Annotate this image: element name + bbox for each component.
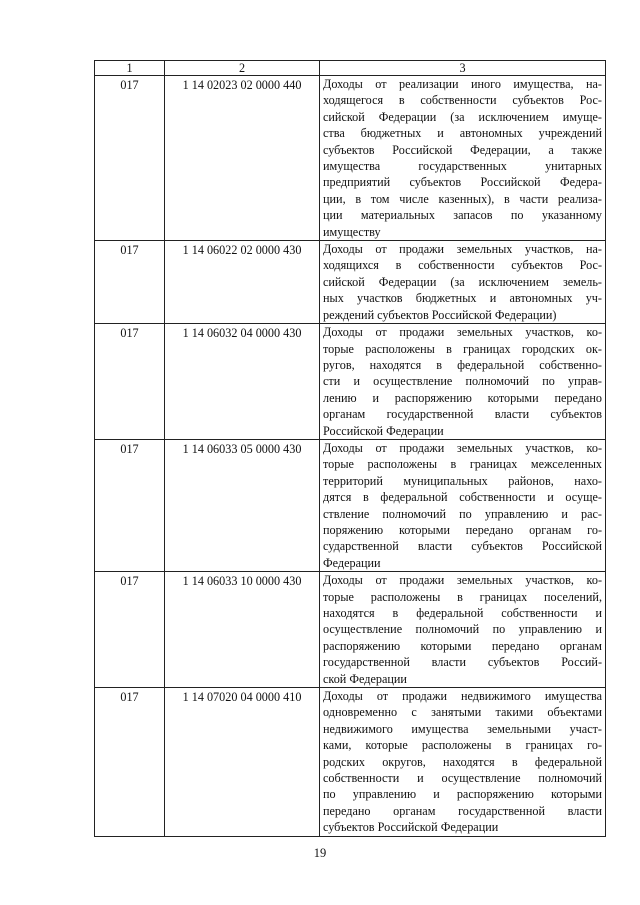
description-line: предприятий субъектов Российской Федера- — [323, 175, 602, 190]
description-line: Доходы от реализации иного имущества, на- — [323, 77, 602, 91]
description-line: торые расположены в границах поселений, — [323, 589, 602, 604]
description-line: недвижимого имущества земельными участ- — [323, 721, 602, 736]
description-cell — [320, 439, 606, 571]
description-line: ходящегося в собственности субъектов Рос- — [323, 93, 602, 108]
budget-code-cell: 1 14 06032 04 0000 430 — [165, 324, 320, 440]
description-line: ходящихся в собственности субъектов Рос- — [323, 258, 602, 273]
description-line: торые расположены в границах городских ок- — [323, 341, 602, 356]
header-col-1: 1 — [95, 61, 165, 76]
table-row — [95, 324, 606, 440]
description-line: Доходы от продажи земельных участков, ко- — [323, 440, 602, 455]
description-line: родских округов, находятся в федеральной — [323, 754, 602, 769]
description-line: одновременно с занятыми такими объектами — [323, 705, 602, 720]
description-line: ции материальных запасов по указанному — [323, 208, 602, 223]
admin-code-cell: 017 — [95, 241, 165, 324]
description-line: территорий муниципальных районов, нахо- — [323, 473, 602, 488]
table-row — [95, 76, 606, 241]
admin-code-cell: 017 — [95, 76, 165, 241]
budget-code-cell: 1 14 06022 02 0000 430 — [165, 241, 320, 324]
header-row — [95, 61, 606, 76]
description-line: ками, которые расположены в границах го- — [323, 738, 602, 753]
description-line: передано органам государственной власти — [323, 803, 602, 818]
description-line: ствление полномочий по управлению и рас- — [323, 506, 602, 521]
description-line: дятся в федеральной собственности и осуще- — [323, 490, 602, 505]
description-line: ных участков бюджетных и автономных уч- — [323, 291, 602, 306]
description-line: осуществление полномочий по управлению и — [323, 622, 602, 637]
description-line: ции, в том числе казенных), в части реализа- — [323, 191, 602, 206]
description-cell — [320, 324, 606, 440]
description-line: сийской Федерации (за исключением имуще- — [323, 109, 602, 124]
description-line: реждений субъектов Российской Федерации) — [323, 307, 557, 322]
description-cell — [320, 572, 606, 688]
table-row — [95, 688, 606, 837]
admin-code-cell: 017 — [95, 688, 165, 837]
description-line: сударственной власти субъектов Российской — [323, 539, 602, 554]
description-line: находятся в федеральной собственности и — [323, 606, 602, 620]
description-line: лению и распоряжению которыми передано — [323, 390, 602, 405]
table-row — [95, 572, 606, 688]
description-line: по управлению и распоряжению которыми — [323, 787, 602, 802]
description-line: Доходы от продажи недвижимого имущества — [323, 689, 602, 704]
header-col-2: 2 — [165, 61, 320, 76]
budget-code-cell: 1 14 02023 02 0000 440 — [165, 76, 320, 241]
description-line: субъектов Российской Федерации — [323, 820, 499, 835]
table-row — [95, 241, 606, 324]
budget-code-cell: 1 14 07020 04 0000 410 — [165, 688, 320, 837]
budget-code-cell: 1 14 06033 05 0000 430 — [165, 439, 320, 571]
description-line: Федерации — [323, 555, 381, 570]
description-line: распоряжению которыми передано органам — [323, 638, 602, 653]
description-line: собственности и осуществление полномочий — [323, 771, 602, 786]
page-number: 19 — [313, 846, 327, 860]
description-line: ства бюджетных и автономных учреждений — [323, 126, 602, 141]
description-line: Доходы от продажи земельных участков, ко- — [323, 573, 602, 588]
description-cell — [320, 688, 606, 837]
description-line: государственной власти субъектов Россий- — [323, 655, 602, 670]
admin-code-cell: 017 — [95, 439, 165, 571]
description-line: субъектов Российской Федерации, а также — [323, 142, 602, 157]
description-line: органам государственной власти субъектов — [323, 407, 602, 422]
description-line: Доходы от продажи земельных участков, на- — [323, 242, 602, 257]
description-cell — [320, 76, 606, 241]
header-col-3: 3 — [320, 61, 606, 76]
admin-code-cell: 017 — [95, 324, 165, 440]
description-line: поряжению которыми передано органам го- — [323, 522, 602, 537]
table-row — [95, 439, 606, 571]
admin-code-cell: 017 — [95, 572, 165, 688]
description-line: ругов, находятся в федеральной собственно- — [323, 357, 602, 372]
description-line: имуществу — [323, 224, 381, 239]
description-line: имущества государственных унитарных — [323, 159, 602, 174]
table-header — [95, 61, 606, 76]
description-line: Российской Федерации — [323, 423, 444, 438]
description-cell — [320, 241, 606, 324]
table-body — [95, 76, 606, 837]
description-line: Доходы от продажи земельных участков, ко- — [323, 325, 602, 340]
description-line: сийской Федерации (за исключением земель- — [323, 274, 602, 289]
budget-code-cell: 1 14 06033 10 0000 430 — [165, 572, 320, 688]
description-line: ской Федерации — [323, 671, 407, 686]
revenue-code-table — [94, 60, 606, 837]
description-line: торые расположены в границах межселенных — [323, 457, 602, 472]
description-line: сти и осуществление полномочий по управ- — [323, 374, 602, 389]
